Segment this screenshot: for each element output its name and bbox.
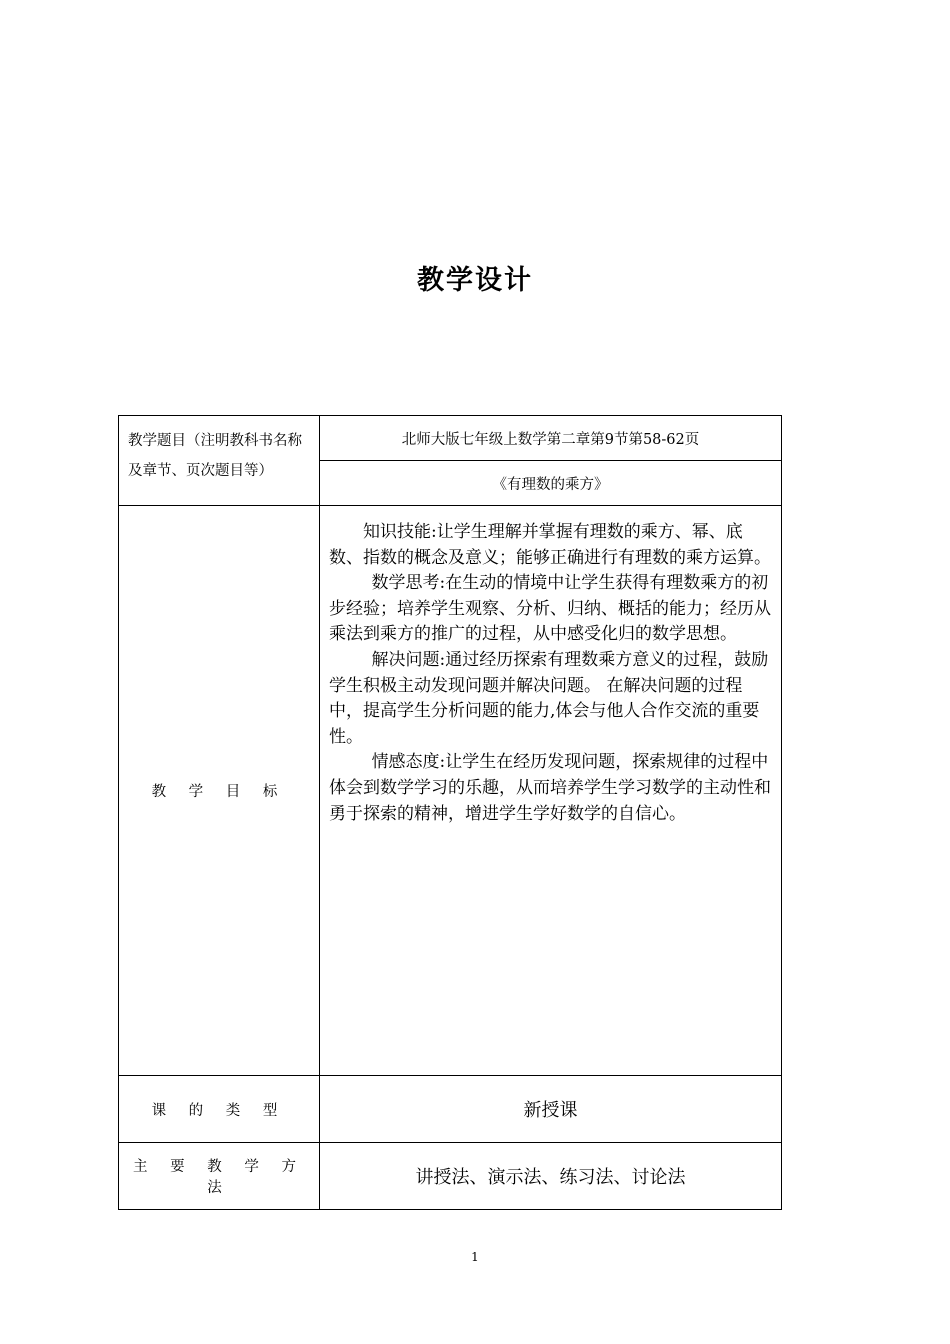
topic-row	[119, 416, 782, 461]
goal-math-thinking: 数学思考:在生动的情境中让学生获得有理数乘方的初步经验；培养学生观察、分析、归纳、概括的能力；经历从乘法到乘方的推广的过程，从中感受化归的数学思想。	[329, 573, 771, 645]
goals-content	[320, 506, 782, 1076]
topic-label: 教学题目（注明教科书名称及章节、页次题目等）	[119, 416, 320, 506]
goal-attitude: 情感态度:让学生在经历发现问题，探索规律的过程中体会到数学学习的乐趣，从而培养学生学习数学的主动性和勇于探索的精神，增进学生学好数学的自信心。	[329, 752, 771, 824]
lesson-type-value: 新授课	[320, 1076, 782, 1143]
goals-row	[119, 506, 782, 1076]
document-title: 教学设计	[417, 265, 533, 296]
teaching-methods-value: 讲授法、演示法、练习法、讨论法	[320, 1143, 782, 1210]
goal-problem-solving: 解决问题:通过经历探索有理数乘方意义的过程，鼓励学生积极主动发现问题并解决问题。 在解决问题的过程中，提高学生分析问题的能力,体会与他人合作交流的重要性。	[329, 649, 769, 747]
lesson-plan-table	[118, 415, 782, 1210]
lesson-type-row	[119, 1076, 782, 1143]
goals-label: 教 学 目 标	[119, 506, 320, 1076]
topic-source: 北师大版七年级上数学第二章第9节第58-62页	[320, 416, 782, 461]
teaching-methods-row	[119, 1143, 782, 1210]
goal-knowledge-skills: 知识技能:让学生理解并掌握有理数的乘方、幂、底数、指数的概念及意义；能够正确进行有理数的乘方运算。	[329, 522, 771, 568]
page-number: 1	[471, 1250, 479, 1264]
topic-lesson-title: 《有理数的乘方》	[320, 461, 782, 506]
lesson-type-label: 课 的 类 型	[119, 1076, 320, 1143]
teaching-methods-label: 主 要 教 学 方 法	[119, 1143, 320, 1210]
